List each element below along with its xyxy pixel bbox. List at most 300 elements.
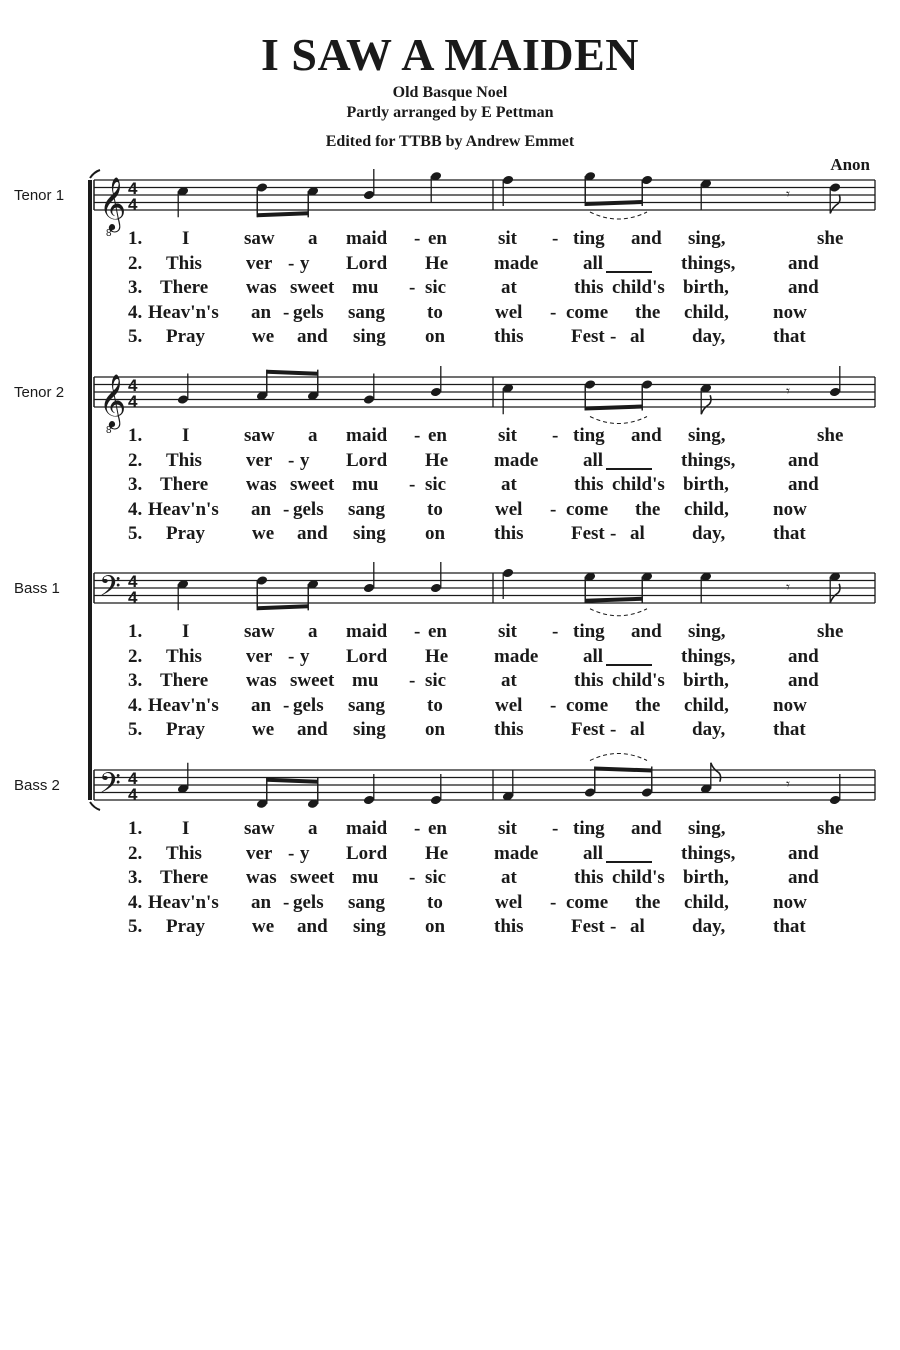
- lyric-syllable: now: [773, 891, 807, 913]
- lyric-syllable: This: [166, 645, 202, 667]
- lyric-syllable: sang: [348, 694, 385, 716]
- time-signature-top: 4: [128, 769, 138, 788]
- lyric-syllable: and: [297, 523, 328, 544]
- lyric-syllable: this: [494, 523, 524, 544]
- note-beam: [595, 767, 652, 773]
- lyric-syllable: this: [574, 670, 604, 691]
- lyric-syllable: -: [409, 670, 416, 691]
- lyric-syllable: come: [566, 891, 609, 913]
- lyric-syllable: -: [414, 228, 421, 249]
- lyric-syllable: ting: [573, 425, 605, 446]
- lyric-syllable: made: [494, 842, 539, 864]
- eighth-rest: 𝄾: [786, 775, 790, 793]
- lyric-syllable: -: [550, 891, 557, 913]
- lyric-syllable: sang: [348, 891, 385, 913]
- lyric-syllable: -: [414, 425, 421, 446]
- lyric-syllable: This: [166, 449, 202, 471]
- lyric-syllable: -: [550, 301, 557, 323]
- subtitle-arranger: Partly arranged by E Pettman: [346, 104, 554, 121]
- bass-clef-icon: 𝄢: [99, 570, 121, 610]
- lyric-syllable: en: [428, 228, 447, 249]
- lyric-syllable: en: [428, 621, 447, 642]
- lyric-syllable: was: [246, 670, 277, 691]
- verse-number: 4.: [128, 301, 143, 323]
- lyric-syllable: -: [288, 842, 295, 864]
- notehead: [177, 394, 189, 405]
- lyric-syllable: made: [494, 449, 539, 471]
- lyric-syllable: mu: [352, 474, 379, 495]
- notehead: [256, 182, 268, 193]
- notehead: [430, 583, 442, 594]
- notehead: [430, 795, 442, 806]
- lyric-syllable: a: [308, 228, 318, 249]
- verse-number: 1.: [128, 818, 143, 839]
- lyric-syllable: at: [501, 474, 517, 495]
- lyric-syllable: all: [583, 842, 604, 864]
- lyric-syllable: and: [788, 842, 819, 864]
- lyric-syllable: maid: [346, 228, 388, 249]
- lyric-syllable: sic: [425, 474, 447, 495]
- lyric-syllable: en: [428, 818, 447, 839]
- lyric-syllable: mu: [352, 670, 379, 691]
- notehead: [641, 175, 653, 186]
- time-signature-top: 4: [128, 179, 138, 198]
- lyric-syllable: and: [788, 670, 819, 691]
- lyric-syllable: the: [635, 891, 661, 913]
- lyric-syllable: al: [630, 523, 645, 544]
- verse-number: 3.: [128, 867, 143, 888]
- lyric-syllable: birth,: [683, 867, 729, 888]
- lyric-syllable: at: [501, 867, 517, 888]
- lyric-syllable: Fest: [571, 916, 605, 937]
- lyric-syllable: wel: [495, 694, 523, 716]
- lyric-syllable: child,: [684, 301, 729, 323]
- lyric-syllable: things,: [681, 645, 736, 667]
- lyric-syllable: an: [251, 694, 272, 716]
- lyric-syllable: an: [251, 498, 272, 520]
- notehead: [700, 571, 712, 582]
- lyric-syllable: we: [252, 719, 275, 740]
- lyric-syllable: was: [246, 867, 277, 888]
- lyric-syllable: birth,: [683, 474, 729, 495]
- lyric-syllable: sing: [353, 719, 386, 740]
- verse-number: 2.: [128, 842, 143, 864]
- time-signature-bottom: 4: [128, 785, 138, 804]
- notehead: [641, 571, 653, 582]
- lyric-syllable: -: [550, 694, 557, 716]
- notehead: [700, 783, 712, 794]
- lyric-syllable: sweet: [290, 277, 335, 298]
- lyric-syllable: sit: [498, 818, 517, 839]
- staff-label-tenor1: Tenor 1: [14, 187, 65, 204]
- lyric-syllable: He: [425, 645, 449, 667]
- lyric-syllable: sweet: [290, 474, 335, 495]
- lyric-syllable: gels: [293, 694, 324, 716]
- notehead: [256, 390, 268, 401]
- notehead: [584, 787, 596, 798]
- notehead: [363, 394, 375, 405]
- lyric-syllable: come: [566, 694, 609, 716]
- lyric-syllable: birth,: [683, 277, 729, 298]
- lyric-syllable: we: [252, 916, 275, 937]
- lyric-syllable: ting: [573, 228, 605, 249]
- lyric-extender: [606, 664, 652, 666]
- notehead: [584, 571, 596, 582]
- lyric-syllable: and: [297, 326, 328, 347]
- lyric-syllable: ting: [573, 621, 605, 642]
- lyric-syllable: and: [631, 621, 662, 642]
- lyric-syllable: and: [788, 277, 819, 298]
- lyric-syllable: saw: [244, 228, 275, 249]
- lyric-syllable: this: [574, 277, 604, 298]
- lyric-syllable: sit: [498, 425, 517, 446]
- verse-number: 1.: [128, 621, 143, 642]
- lyric-syllable: sing,: [688, 818, 726, 839]
- bracket-bottom-hook: [90, 802, 100, 810]
- eighth-rest: 𝄾: [786, 382, 790, 400]
- lyric-syllable: There: [160, 867, 209, 888]
- lyric-syllable: at: [501, 670, 517, 691]
- verse-number: 5.: [128, 916, 143, 937]
- verse-number: 5.: [128, 326, 143, 347]
- notehead: [307, 798, 319, 809]
- lyric-syllable: -: [552, 621, 559, 642]
- verse-number: 4.: [128, 498, 143, 520]
- lyric-syllable: maid: [346, 425, 388, 446]
- lyric-syllable: Fest: [571, 326, 605, 347]
- lyric-syllable: all: [583, 449, 604, 471]
- lyric-syllable: sit: [498, 621, 517, 642]
- lyric-syllable: sang: [348, 498, 385, 520]
- verse-number: 3.: [128, 670, 143, 691]
- lyric-syllable: sic: [425, 867, 447, 888]
- lyric-syllable: an: [251, 301, 272, 323]
- lyric-syllable: this: [574, 867, 604, 888]
- lyric-syllable: Heav'n's: [148, 694, 219, 716]
- lyric-syllable: al: [630, 326, 645, 347]
- lyric-syllable: child's: [612, 474, 665, 495]
- lyric-syllable: sweet: [290, 670, 335, 691]
- lyric-syllable: Pray: [166, 523, 206, 544]
- lyric-syllable: birth,: [683, 670, 729, 691]
- notehead: [829, 795, 841, 806]
- lyric-syllable: on: [425, 916, 446, 937]
- note-flag: [701, 395, 711, 414]
- lyric-syllable: sing,: [688, 425, 726, 446]
- lyric-extender: [606, 468, 652, 470]
- lyric-syllable: ver: [246, 449, 273, 471]
- lyric-syllable: -: [414, 818, 421, 839]
- lyric-syllable: day,: [692, 719, 726, 740]
- verse-number: 4.: [128, 694, 143, 716]
- notehead: [502, 175, 514, 186]
- lyric-syllable: all: [583, 645, 604, 667]
- lyric-syllable: -: [283, 498, 290, 520]
- staff-label-tenor2: Tenor 2: [14, 384, 65, 401]
- lyric-syllable: made: [494, 645, 539, 667]
- lyric-syllable: things,: [681, 449, 736, 471]
- time-signature-bottom: 4: [128, 588, 138, 607]
- lyric-syllable: This: [166, 252, 202, 274]
- lyric-syllable: Pray: [166, 719, 206, 740]
- lyric-syllable: -: [409, 867, 416, 888]
- lyric-syllable: ver: [246, 645, 273, 667]
- lyric-syllable: -: [552, 425, 559, 446]
- lyric-syllable: sic: [425, 277, 447, 298]
- lyric-syllable: a: [308, 621, 318, 642]
- lyric-syllable: all: [583, 252, 604, 274]
- verse-number: 3.: [128, 277, 143, 298]
- lyric-syllable: I: [182, 818, 190, 839]
- lyric-syllable: mu: [352, 867, 379, 888]
- lyric-syllable: on: [425, 719, 446, 740]
- lyric-syllable: -: [552, 228, 559, 249]
- time-signature-top: 4: [128, 376, 138, 395]
- lyric-syllable: -: [552, 818, 559, 839]
- eighth-rest: 𝄾: [786, 185, 790, 203]
- lyric-syllable: This: [166, 842, 202, 864]
- lyric-syllable: made: [494, 252, 539, 274]
- lyric-syllable: and: [631, 818, 662, 839]
- notehead: [502, 383, 514, 394]
- page-title: I SAW A MAIDEN: [260, 29, 640, 80]
- slur-dashed: [590, 754, 647, 761]
- lyric-syllable: -: [283, 891, 290, 913]
- lyric-syllable: child,: [684, 498, 729, 520]
- lyric-syllable: saw: [244, 425, 275, 446]
- lyric-syllable: this: [494, 326, 524, 347]
- lyric-syllable: and: [788, 645, 819, 667]
- notehead: [700, 383, 712, 394]
- lyric-syllable: now: [773, 498, 807, 520]
- lyric-syllable: -: [610, 916, 617, 937]
- lyric-syllable: gels: [293, 891, 324, 913]
- lyric-syllable: the: [635, 301, 661, 323]
- note-beam: [585, 597, 642, 603]
- lyric-syllable: wel: [495, 498, 523, 520]
- lyric-syllable: was: [246, 474, 277, 495]
- lyric-syllable: sang: [348, 301, 385, 323]
- notehead: [502, 791, 514, 802]
- lyric-syllable: -: [409, 474, 416, 495]
- lyric-syllable: day,: [692, 916, 726, 937]
- notehead: [363, 795, 375, 806]
- lyric-syllable: on: [425, 326, 446, 347]
- lyric-syllable: and: [297, 916, 328, 937]
- lyric-syllable: now: [773, 301, 807, 323]
- lyric-syllable: wel: [495, 891, 523, 913]
- lyric-syllable: Fest: [571, 523, 605, 544]
- note-beam: [585, 200, 642, 206]
- lyric-syllable: the: [635, 694, 661, 716]
- notehead: [430, 387, 442, 398]
- lyric-syllable: -: [288, 449, 295, 471]
- lyric-syllable: child,: [684, 694, 729, 716]
- note-flag: [830, 195, 840, 214]
- slur-dashed: [590, 417, 647, 424]
- lyric-syllable: that: [773, 326, 806, 347]
- lyric-syllable: ver: [246, 842, 273, 864]
- subtitle-editor: Edited for TTBB by Andrew Emmet: [325, 133, 575, 150]
- notehead: [829, 182, 841, 193]
- note-beam: [267, 778, 318, 784]
- note-beam: [267, 370, 318, 376]
- time-signature-bottom: 4: [128, 392, 138, 411]
- lyric-syllable: a: [308, 818, 318, 839]
- verse-number: 5.: [128, 719, 143, 740]
- lyric-syllable: sit: [498, 228, 517, 249]
- lyric-syllable: -: [288, 252, 295, 274]
- lyric-syllable: at: [501, 277, 517, 298]
- lyric-syllable: come: [566, 498, 609, 520]
- lyric-syllable: en: [428, 425, 447, 446]
- lyric-syllable: sing: [353, 916, 386, 937]
- lyric-syllable: Heav'n's: [148, 498, 219, 520]
- lyric-syllable: sing: [353, 523, 386, 544]
- lyric-syllable: Heav'n's: [148, 301, 219, 323]
- notehead: [177, 186, 189, 197]
- verse-number: 2.: [128, 449, 143, 471]
- lyric-syllable: come: [566, 301, 609, 323]
- lyric-syllable: al: [630, 916, 645, 937]
- slur-dashed: [590, 609, 647, 616]
- lyric-syllable: mu: [352, 277, 379, 298]
- verse-number: 2.: [128, 645, 143, 667]
- notehead: [584, 171, 596, 182]
- lyric-extender: [606, 271, 652, 273]
- lyric-syllable: she: [817, 621, 844, 642]
- lyric-syllable: she: [817, 228, 844, 249]
- lyric-syllable: sing,: [688, 228, 726, 249]
- lyric-syllable: He: [425, 252, 449, 274]
- lyric-syllable: y: [300, 842, 310, 864]
- lyric-syllable: to: [427, 694, 443, 716]
- lyric-syllable: Lord: [346, 449, 388, 471]
- subtitle-origin: Old Basque Noel: [392, 84, 508, 101]
- bracket-top-hook: [90, 170, 100, 178]
- notehead: [641, 379, 653, 390]
- lyric-syllable: and: [788, 252, 819, 274]
- slur-dashed: [590, 212, 647, 219]
- lyric-syllable: Lord: [346, 645, 388, 667]
- lyric-extender: [606, 861, 652, 863]
- lyric-syllable: sing,: [688, 621, 726, 642]
- lyric-syllable: sic: [425, 670, 447, 691]
- lyric-syllable: He: [425, 449, 449, 471]
- octave-eight-mark: 8: [106, 228, 112, 239]
- lyric-syllable: y: [300, 449, 310, 471]
- verse-number: 5.: [128, 523, 143, 544]
- lyric-syllable: child,: [684, 891, 729, 913]
- notehead: [363, 190, 375, 201]
- lyric-syllable: sing: [353, 326, 386, 347]
- notehead: [584, 379, 596, 390]
- lyric-syllable: I: [182, 425, 190, 446]
- lyric-syllable: -: [550, 498, 557, 520]
- lyric-syllable: -: [283, 301, 290, 323]
- lyric-syllable: -: [610, 719, 617, 740]
- staff-label-bass2: Bass 2: [14, 777, 60, 794]
- lyric-syllable: -: [288, 645, 295, 667]
- lyric-syllable: maid: [346, 621, 388, 642]
- lyric-syllable: -: [610, 523, 617, 544]
- octave-eight-mark: 8: [106, 425, 112, 436]
- lyric-syllable: she: [817, 818, 844, 839]
- verse-number: 2.: [128, 252, 143, 274]
- lyric-syllable: wel: [495, 301, 523, 323]
- lyric-syllable: day,: [692, 326, 726, 347]
- lyric-syllable: she: [817, 425, 844, 446]
- lyric-syllable: that: [773, 916, 806, 937]
- note-flag: [830, 584, 840, 603]
- lyric-syllable: was: [246, 277, 277, 298]
- lyric-syllable: There: [160, 670, 209, 691]
- lyric-syllable: to: [427, 301, 443, 323]
- lyric-syllable: ting: [573, 818, 605, 839]
- lyric-syllable: There: [160, 277, 209, 298]
- lyric-syllable: ver: [246, 252, 273, 274]
- notehead: [256, 575, 268, 586]
- notehead: [307, 390, 319, 401]
- lyric-syllable: we: [252, 523, 275, 544]
- treble-clef-icon: 𝄞: [99, 176, 127, 230]
- notehead: [700, 178, 712, 189]
- bass-clef-icon: 𝄢: [99, 767, 121, 807]
- lyric-syllable: we: [252, 326, 275, 347]
- lyric-syllable: He: [425, 842, 449, 864]
- note-beam: [257, 604, 308, 610]
- lyric-syllable: day,: [692, 523, 726, 544]
- lyric-syllable: y: [300, 645, 310, 667]
- lyric-syllable: sweet: [290, 867, 335, 888]
- lyric-syllable: -: [414, 621, 421, 642]
- lyric-syllable: that: [773, 523, 806, 544]
- lyric-syllable: child's: [612, 670, 665, 691]
- notehead: [177, 579, 189, 590]
- note-beam: [585, 405, 642, 411]
- lyric-syllable: to: [427, 498, 443, 520]
- verse-number: 1.: [128, 228, 143, 249]
- lyric-syllable: gels: [293, 498, 324, 520]
- verse-number: 1.: [128, 425, 143, 446]
- lyric-syllable: child's: [612, 277, 665, 298]
- lyric-syllable: Lord: [346, 252, 388, 274]
- lyric-syllable: saw: [244, 621, 275, 642]
- lyric-syllable: child's: [612, 867, 665, 888]
- lyric-syllable: Pray: [166, 916, 206, 937]
- time-signature-top: 4: [128, 572, 138, 591]
- lyric-syllable: this: [574, 474, 604, 495]
- lyric-syllable: that: [773, 719, 806, 740]
- lyric-syllable: Pray: [166, 326, 206, 347]
- lyric-syllable: saw: [244, 818, 275, 839]
- lyric-syllable: gels: [293, 301, 324, 323]
- lyric-syllable: things,: [681, 252, 736, 274]
- lyric-syllable: and: [788, 867, 819, 888]
- note-beam: [257, 211, 308, 217]
- notehead: [502, 568, 514, 579]
- lyric-syllable: y: [300, 252, 310, 274]
- notehead: [177, 783, 189, 794]
- lyric-syllable: -: [283, 694, 290, 716]
- lyric-syllable: things,: [681, 842, 736, 864]
- notehead: [307, 186, 319, 197]
- lyric-syllable: Lord: [346, 842, 388, 864]
- notehead: [641, 787, 653, 798]
- notehead: [307, 579, 319, 590]
- lyric-syllable: and: [297, 719, 328, 740]
- lyric-syllable: now: [773, 694, 807, 716]
